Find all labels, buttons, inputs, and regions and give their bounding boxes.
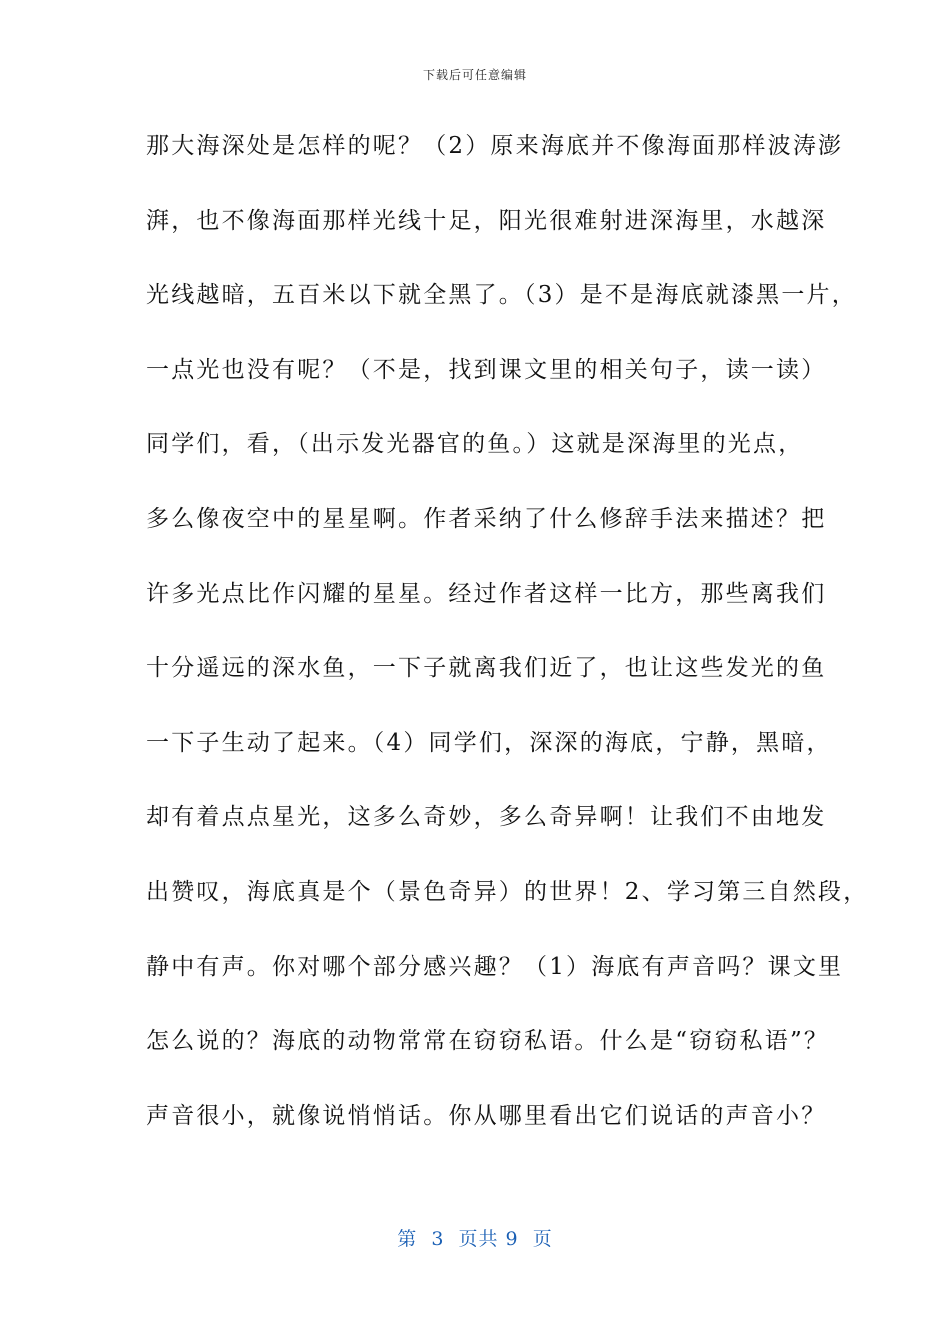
body-line-1: 那大海深处是怎样的呢？（2）原来海底并不像海面那样波涛澎 (146, 133, 844, 159)
header-note: 下载后可任意编辑 (422, 68, 527, 82)
body-line-7: 许多光点比作闪耀的星星。经过作者这样一比方，那些离我们 (146, 580, 827, 607)
body-line-6: 多么像夜空中的星星啊。作者采纳了什么修辞手法来描述？把 (146, 505, 827, 532)
body-line-13: 怎么说的？海底的动物常常在窃窃私语。什么是“窃窃私语”？ (146, 1028, 830, 1055)
body-line-10: 却有着点点星光，这多么奇妙，多么奇异啊！让我们不由地发 (146, 804, 827, 831)
body-line-9: 一下子生动了起来。（4）同学们，深深的海底，宁静，黑暗， (146, 729, 832, 756)
body-line-5: 同学们，看，（出示发光器官的鱼。）这就是深海里的光点， (146, 431, 804, 458)
document-body (146, 126, 869, 1170)
body-line-3: 光线越暗，五百米以下就全黑了。（3）是不是海底就漆黑一片， (146, 282, 857, 309)
page-number-footer: 第 3 页共 9 页 (397, 1228, 553, 1250)
body-line-8: 十分遥远的深水鱼，一下子就离我们近了，也让这些发光的鱼 (146, 655, 827, 682)
body-line-2: 湃，也不像海面那样光线十足，阳光很难射进深海里，水越深 (146, 207, 827, 234)
body-line-14: 声音很小，就像说悄悄话。你从哪里看出它们说话的声音小？ (146, 1102, 827, 1129)
body-line-12: 静中有声。你对哪个部分感兴趣？（1）海底有声音吗？课文里 (146, 953, 844, 980)
body-line-4: 一点光也没有呢？（不是，找到课文里的相关句子，读一读） (146, 356, 827, 383)
body-line-11: 出赞叹，海底真是个（景色奇异）的世界！2、学习第三自然段， (146, 878, 869, 905)
